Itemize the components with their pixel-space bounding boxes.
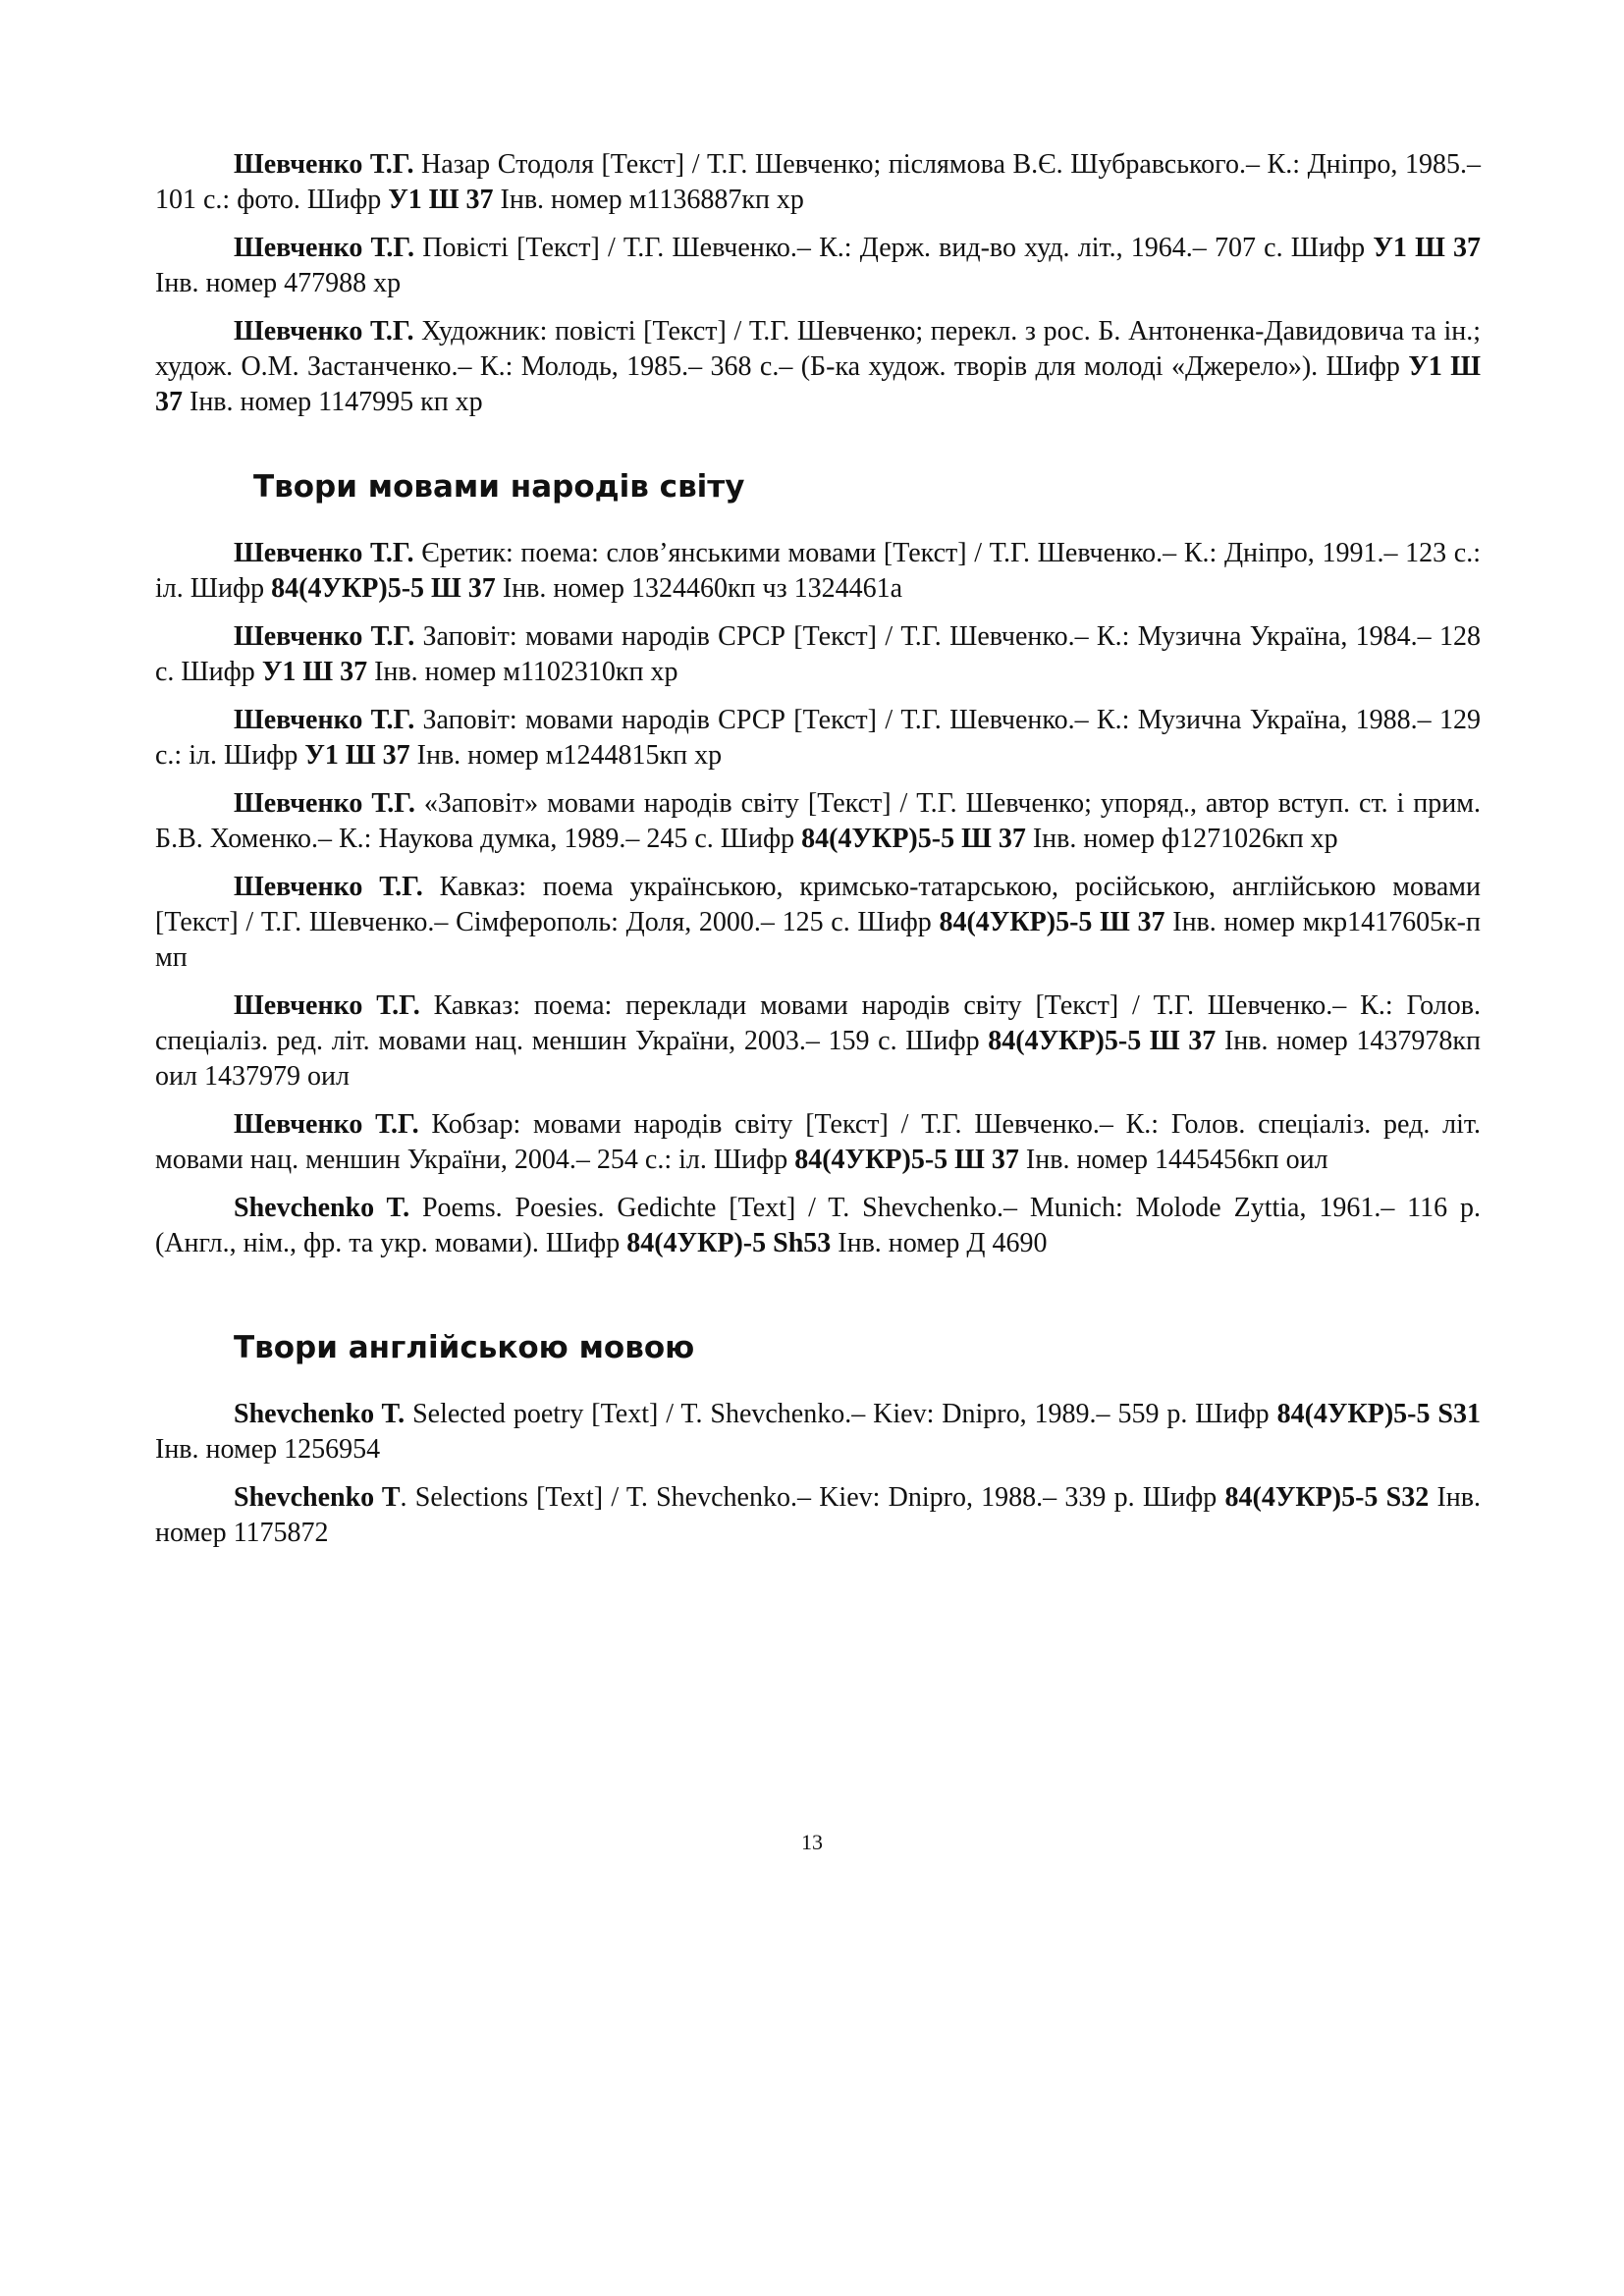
entry-text: «Заповіт» мовами народів світу [Текст] / Т.Г. Шевченко; упоряд., автор вступ. ст. і прим. Б.В. Хоменко.– К.: Наукова думка, 1989.– 245 с. Шифр <box>155 788 1481 854</box>
bibliography-entry <box>155 1480 1481 1551</box>
bibliography-entry <box>155 314 1481 420</box>
entry-code: У1 Ш 37 <box>304 740 410 771</box>
entry-inventory: Інв. номер мкр1417605к-п мп <box>155 907 1481 973</box>
entry-inventory: Інв. номер 1175872 <box>155 1482 1481 1548</box>
entry-text: Заповіт: мовами народів СРСР [Текст] / Т.Г. Шевченко.– К.: Музична Україна, 1984.– 128 с. Шифр <box>155 621 1481 687</box>
entry-inventory: Інв. номер 1324460кп чз 1324461а <box>495 573 903 604</box>
entry-author: Шевченко Т.Г. <box>234 705 415 735</box>
entry-code: 84(4УКР)5-5 Ш 37 <box>271 573 496 604</box>
entry-inventory: Інв. номер м1102310кп хр <box>367 657 678 687</box>
entry-inventory: Інв. номер 1445456кп оил <box>1018 1145 1328 1175</box>
section-heading-world-languages: Твори мовами народів світу <box>253 469 745 505</box>
entry-inventory: Інв. номер Д 4690 <box>831 1228 1048 1258</box>
entry-code: 84(4УКР)5-5 S32 <box>1224 1482 1430 1513</box>
bibliography-entry <box>155 619 1481 690</box>
entry-text: Художник: повісті [Текст] / Т.Г. Шевченко; перекл. з рос. Б. Антоненка-Давидовича та ін.; худож. О.М. Застанченко.– К.: Молодь, 1985.– 368 с.– (Б-ка худож. творів для молоді «Джерело»). Шифр <box>155 316 1482 382</box>
entry-inventory: Інв. номер 477988 хр <box>155 268 402 298</box>
entry-author: Шевченко Т.Г. <box>234 788 415 819</box>
entry-text: . Selections [Text] / T. Shevchenko.– Kiev: Dnipro, 1988.– 339 p. Шифр <box>400 1482 1225 1513</box>
bibliography-entry <box>155 786 1481 857</box>
entry-inventory: Інв. номер м1136887кп хр <box>493 185 804 215</box>
entry-author: Шевченко Т.Г. <box>234 149 414 180</box>
entry-code: 84(4УКР)5-5 Ш 37 <box>988 1026 1217 1056</box>
entry-code: 84(4УКР)5-5 Ш 37 <box>939 907 1165 937</box>
bibliography-entry <box>155 1397 1481 1468</box>
bibliography-entry <box>155 1191 1481 1261</box>
bibliography-entry <box>155 147 1481 218</box>
page-number: 13 <box>801 1830 823 1854</box>
bibliography-entry <box>155 536 1481 607</box>
entry-author: Шевченко Т.Г. <box>234 538 414 568</box>
entry-inventory: Інв. номер 1437978кп оил 1437979 оил <box>155 1026 1482 1092</box>
entry-text: Кобзар: мовами народів світу [Текст] / Т.Г. Шевченко.– К.: Голов. спеціаліз. ред. літ. мовами нац. меншин України, 2004.– 254 с.: іл. Шифр <box>155 1109 1481 1175</box>
entry-author: Шевченко Т.Г. <box>234 990 420 1021</box>
entry-author: Шевченко Т.Г. <box>234 233 415 263</box>
entry-text: Назар Стодоля [Текст] / Т.Г. Шевченко; післямова В.Є. Шубравського.– К.: Дніпро, 1985.– 101 с.: фото. Шифр <box>155 149 1482 215</box>
entry-author: Шевченко Т.Г. <box>234 316 414 347</box>
section-heading-english: Твори англійською мовою <box>234 1330 695 1365</box>
entry-text: Повісті [Текст] / Т.Г. Шевченко.– К.: Держ. вид-во худ. літ., 1964.– 707 с. Шифр <box>414 233 1374 263</box>
entry-author: Shevchenko T. <box>234 1399 406 1429</box>
entry-code: 84(4УКР)5-5 Ш 37 <box>794 1145 1019 1175</box>
entry-text: Заповіт: мовами народів СРСР [Текст] / Т.Г. Шевченко.– К.: Музична Україна, 1988.– 129 с.: іл. Шифр <box>155 705 1481 771</box>
document-page <box>155 147 1481 1564</box>
entry-author: Шевченко Т.Г. <box>234 872 423 902</box>
entry-text: Єретик: поема: слов’янськими мовами [Текст] / Т.Г. Шевченко.– К.: Дніпро, 1991.– 123 с.: іл. Шифр <box>155 538 1482 604</box>
entry-author: Шевченко Т.Г. <box>234 1109 419 1140</box>
entry-code: 84(4УКР)5-5 Ш 37 <box>801 824 1026 854</box>
entry-text: Poems. Poesies. Gedichte [Text] / T. Shevchenko.– Munich: Molode Zyttia, 1961.– 116 p. (Англ., нім., фр. та укр. мовами). Шифр <box>155 1193 1481 1258</box>
entry-inventory: Інв. номер 1147995 кп хр <box>183 387 483 417</box>
entry-author: Shevchenko T <box>234 1482 401 1513</box>
entry-inventory: Інв. номер ф1271026кп хр <box>1025 824 1338 854</box>
entry-text: Кавказ: поема: переклади мовами народів світу [Текст] / Т.Г. Шевченко.– К.: Голов. спеціаліз. ред. літ. мовами нац. меншин України, 2003.– 159 с. Шифр <box>155 990 1482 1056</box>
entry-text: Кавказ: поема українською, кримсько-татарською, російською, англійською мовами [Текст] / Т.Г. Шевченко.– Сімферополь: Доля, 2000.– 125 с. Шифр <box>155 872 1481 937</box>
bibliography-entry <box>155 703 1481 774</box>
entry-code: У1 Ш 37 <box>261 657 368 687</box>
entry-text: Selected poetry [Text] / T. Shevchenko.– Kiev: Dnipro, 1989.– 559 p. Шифр <box>405 1399 1277 1429</box>
bibliography-entry <box>155 988 1481 1095</box>
entry-author: Shevchenko T. <box>234 1193 410 1223</box>
bibliography-entry <box>155 870 1481 976</box>
bibliography-entry <box>155 1107 1481 1178</box>
bibliography-entry <box>155 231 1481 301</box>
entry-code: У1 Ш 37 <box>155 351 1482 417</box>
entry-code: 84(4УКР)-5 Sh53 <box>626 1228 832 1258</box>
entry-inventory: Інв. номер 1256954 <box>155 1434 381 1465</box>
entry-code: 84(4УКР)5-5 S31 <box>1276 1399 1481 1429</box>
entry-author: Шевченко Т.Г. <box>234 621 415 652</box>
entry-code: У1 Ш 37 <box>388 185 494 215</box>
entry-code: У1 Ш 37 <box>1373 233 1482 263</box>
entry-inventory: Інв. номер м1244815кп хр <box>409 740 723 771</box>
